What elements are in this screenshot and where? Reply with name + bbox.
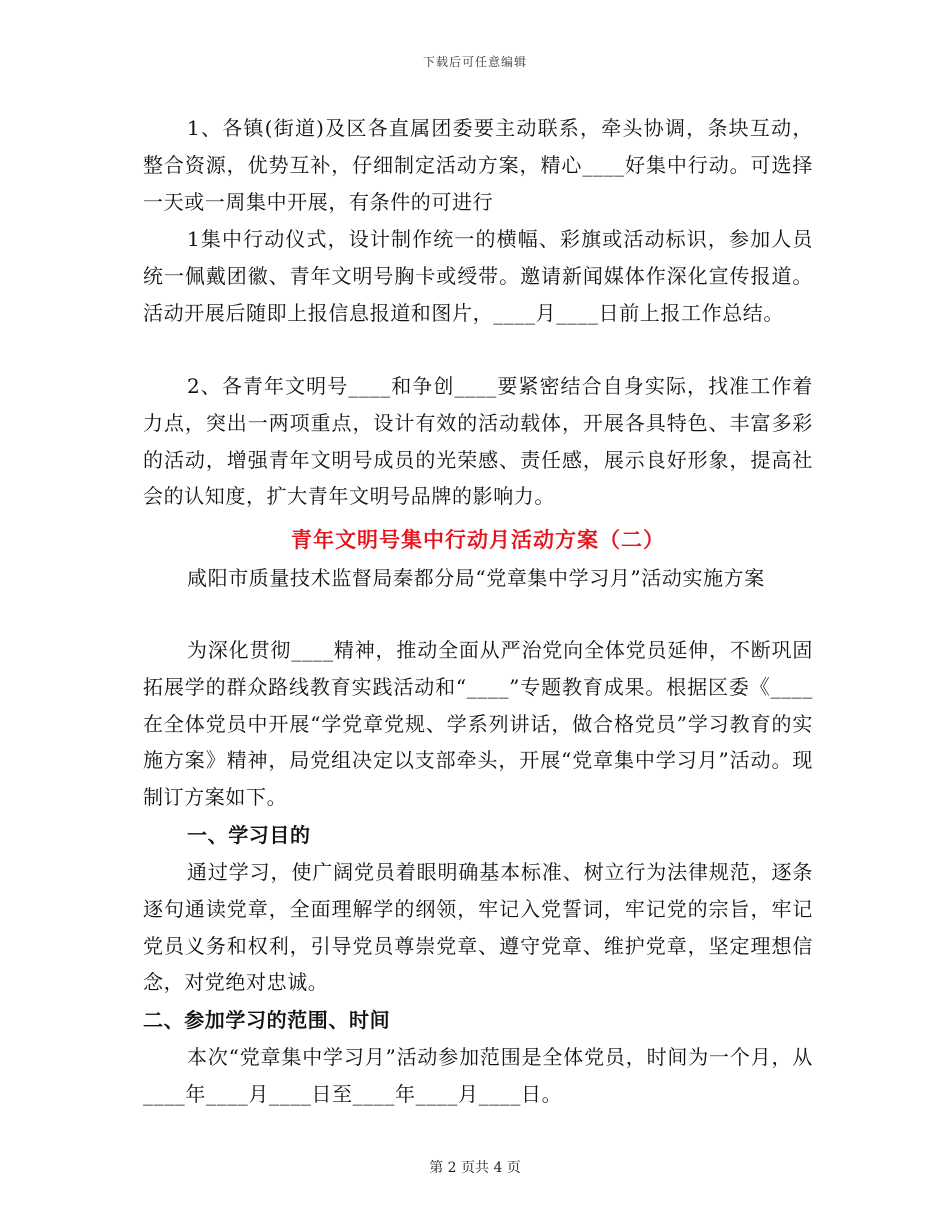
paragraph-plan-name: 咸阳市质量技术监督局秦都分局“党章集中学习月”活动实施方案 [187, 566, 765, 590]
page-footer: 第 2 页共 4 页 [429, 1160, 521, 1176]
paragraph-item-1-continued: 1集中行动仪式，设计制作统一的横幅、彩旗或活动标识，参加人员统一佩戴团徽、青年文明号胸卡或绶带。邀请新闻媒体作深化宣传报道。活动开展后随即上报信息报道和图片，____月____日前上报工作总结。 [143, 227, 813, 325]
page-header: 下载后可任意编辑 [422, 55, 527, 69]
heading-study-purpose: 一、学习目的 [187, 823, 311, 847]
paragraph-intro: 为深化贯彻____精神，推动全面从严治党向全体党员延伸，不断巩固拓展学的群众路线教育实践活动和“____”专题教育成果。根据区委《____在全体党员中开展“学党章党规、学系列讲话，做合格党员”学习教育的实施方案》精神，局党组决定以支部牵头，开展“党章集中学习月”活动。现制订方案如下。 [143, 638, 813, 810]
paragraph-study-purpose: 通过学习，使广阔党员着眼明确基本标准、树立行为法律规范，逐条逐句通读党章，全面理解学的纲领，牢记入党誓词，牢记党的宗旨，牢记党员义务和权利，引导党员尊崇党章、遵守党章、维护党章，坚定理想信念，对党绝对忠诚。 [143, 860, 813, 995]
paragraph-item-1: 1、各镇(街道)及区各直属团委要主动联系，牵头协调，条块互动，整合资源，优势互补，仔细制定活动方案，精心____好集中行动。可选择一天或一周集中开展，有条件的可进行 [143, 116, 813, 214]
heading-scope-time: 二、参加学习的范围、时间 [143, 1008, 391, 1032]
section-title: 青年文明号集中行动月活动方案（二） [291, 528, 665, 552]
paragraph-scope-time: 本次“党章集中学习月”活动参加范围是全体党员，时间为一个月，从____年____月____日至____年____月____日。 [143, 1045, 813, 1106]
paragraph-item-2: 2、各青年文明号____和争创____要紧密结合自身实际，找准工作着力点，突出一两项重点，设计有效的活动载体，开展各具特色、丰富多彩的活动，增强青年文明号成员的光荣感、责任感，展示良好形象，提高社会的认知度，扩大青年文明号品牌的影响力。 [143, 374, 813, 509]
